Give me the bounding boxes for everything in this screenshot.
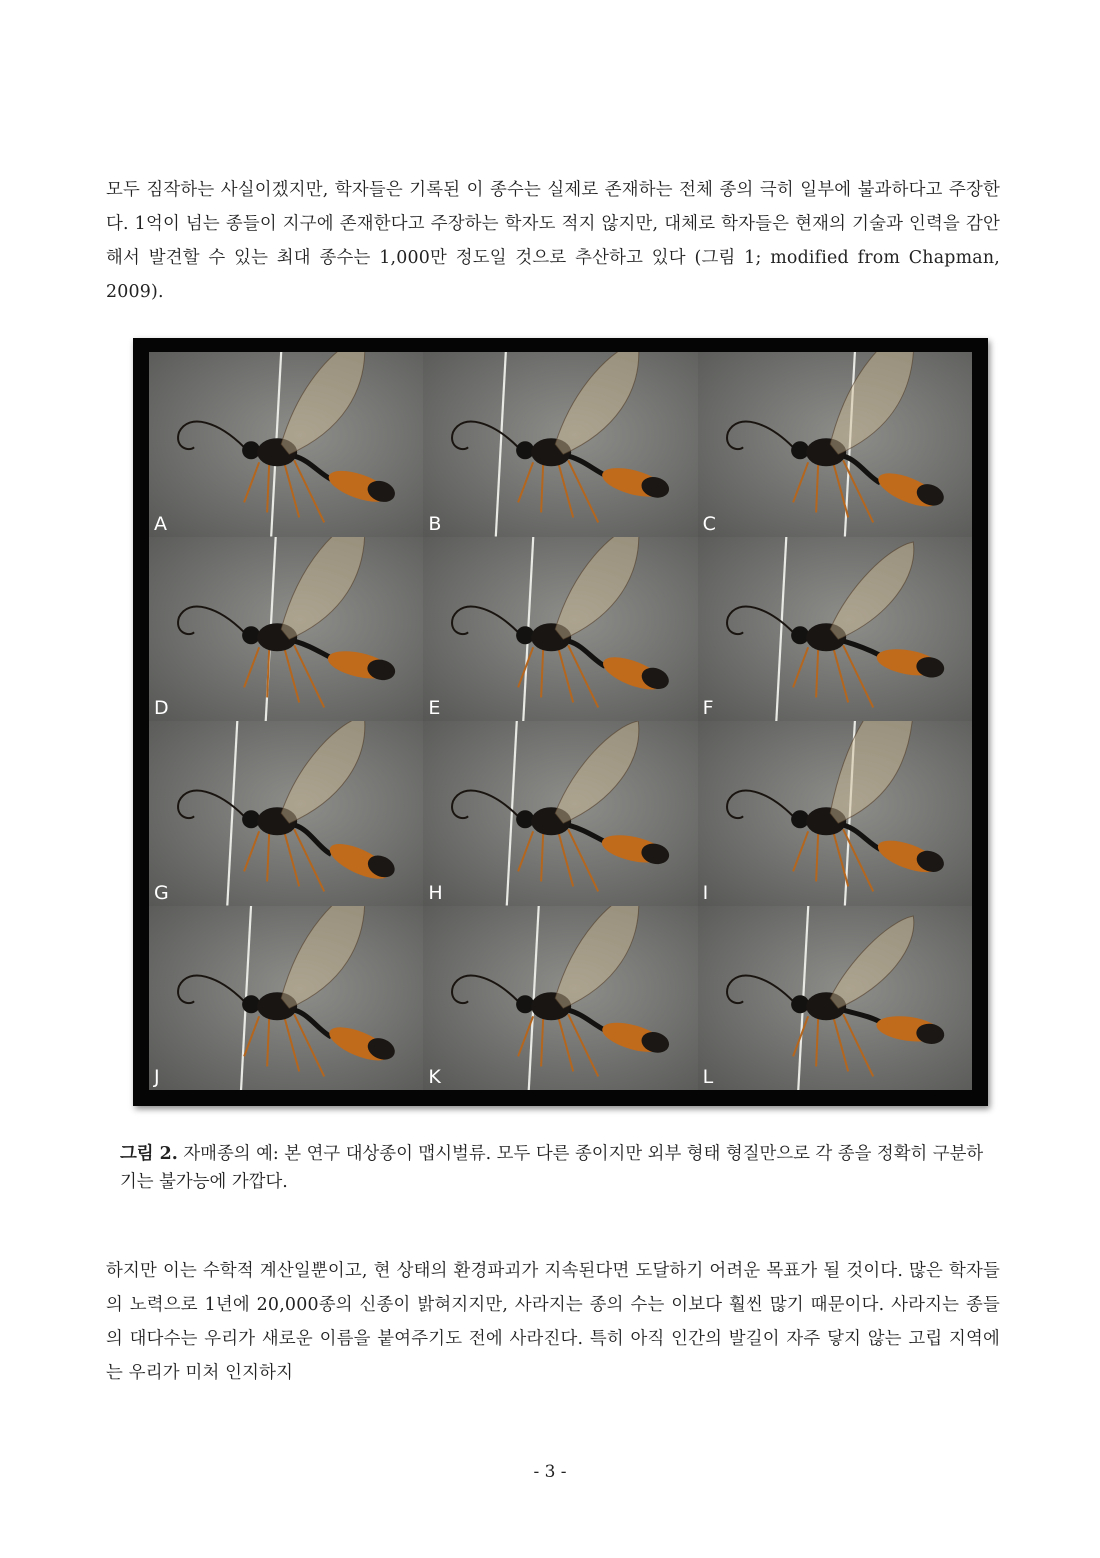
caption-text: 자매종의 예: 본 연구 대상종이 맵시벌류. 모두 다른 종이지만 외부 형태 형질만으로 각 종을 정확히 구분하기는 불가능에 가깝다. (120, 1144, 984, 1192)
wasp-body (178, 906, 398, 1076)
wasp-body (452, 906, 671, 1076)
wasp-specimen-icon (698, 352, 972, 537)
panel-label: F (702, 697, 714, 719)
specimen-panel-c (698, 352, 972, 537)
wasp-body (727, 916, 945, 1076)
wasp-specimen-icon (149, 721, 423, 906)
wasp-body (452, 352, 671, 522)
specimen-panel-g (149, 721, 423, 906)
wasp-specimen-icon (423, 721, 697, 906)
specimen-panel-i (698, 721, 972, 906)
page-number: - 3 - (533, 1462, 567, 1482)
wasp-specimen-icon (423, 352, 697, 537)
wasp-body (178, 537, 397, 707)
panel-label: D (154, 697, 169, 719)
specimen-panel-f (698, 537, 972, 722)
wasp-specimen-grid (149, 352, 972, 1090)
specimen-panel-k (423, 906, 697, 1091)
panel-label: C (702, 512, 716, 535)
body-paragraph-2: 하지만 이는 수학적 계산일뿐이고, 현 상태의 환경파괴가 지속된다면 도달하기 어려운 목표가 될 것이다. 많은 학자들의 노력으로 1년에 20,000종의 신종이 밝혀지지만, 사라지는 종의 수는 이보다 훨씬 많기 때문이다. 사라지는 종들의 대다수는 우리가 새로운 이름을 붙여주기도 전에 사라진다. 특히 아직 인간의 발길이 자주 닿지 않는 고립 지역에는 우리가 미처 인지하지 (106, 1261, 1000, 1383)
wasp-specimen-icon (149, 537, 423, 722)
specimen-panel-e (423, 537, 697, 722)
insect-pin (496, 352, 506, 537)
wasp-body (727, 352, 947, 522)
wasp-body (727, 721, 947, 891)
specimen-panel-h (423, 721, 697, 906)
specimen-panel-j (149, 906, 423, 1091)
insect-pin (227, 721, 237, 906)
specimen-panel-d (149, 537, 423, 722)
figure-number: 그림 2. (120, 1144, 178, 1164)
wasp-body (452, 721, 671, 891)
insect-pin (776, 537, 786, 722)
figure-caption (120, 1140, 1000, 1196)
specimen-panel-b (423, 352, 697, 537)
wasp-specimen-icon (149, 352, 423, 537)
wasp-specimen-icon (423, 906, 697, 1091)
specimen-panel-a (149, 352, 423, 537)
panel-label: E (428, 697, 441, 719)
panel-label: B (428, 512, 442, 535)
wasp-specimen-icon (698, 537, 972, 722)
body-paragraph-1: 모두 짐작하는 사실이겠지만, 학자들은 기록된 이 종수는 실제로 존재하는 전체 종의 극히 일부에 불과하다고 주장한다. 1억이 넘는 종들이 지구에 존재한다고 주장하는 학자도 적지 않지만, 대체로 학자들은 현재의 기술과 인력을 감안해서 발견할 수 있는 최대 종수는 1,000만 정도일 것으로 추산하고 있다 (그림 1; modified from Chapman, 2009). (106, 180, 1000, 302)
wasp-specimen-icon (698, 721, 972, 906)
wasp-body (727, 542, 946, 707)
wasp-body (178, 352, 398, 522)
panel-label: H (428, 881, 443, 904)
figure-2-wasp-photo-grid (133, 338, 988, 1106)
wasp-body (178, 721, 398, 891)
wasp-specimen-icon (149, 906, 423, 1091)
panel-label: J (154, 1066, 160, 1088)
wasp-specimen-icon (423, 537, 697, 722)
panel-label: L (702, 1066, 714, 1088)
wasp-specimen-icon (698, 906, 972, 1091)
panel-label: K (428, 1066, 441, 1088)
panel-label: G (154, 881, 169, 904)
panel-label: I (702, 881, 709, 904)
specimen-panel-l (698, 906, 972, 1091)
wasp-body (452, 537, 672, 707)
panel-label: A (154, 512, 167, 535)
